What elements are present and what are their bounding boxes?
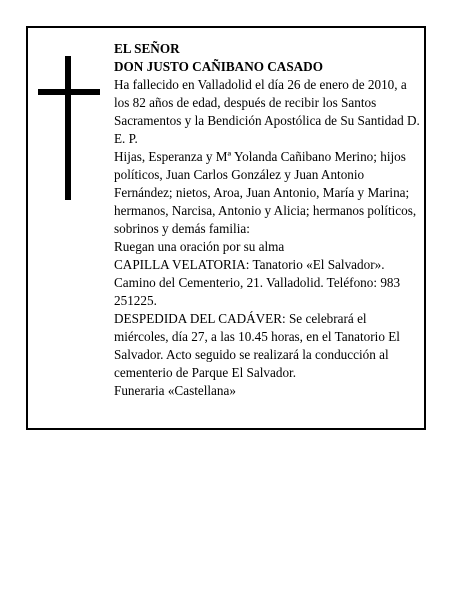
deceased-name: DON JUSTO CAÑIBANO CASADO xyxy=(114,59,323,74)
family-list: Hijas, Esperanza y Mª Yolanda Cañibano Merino; hijos políticos, Juan Carlos González y Juan Antonio Fernández; nietos, Aroa, Juan Antonio, María y Marina; hermanos, Narcisa, Antonio y Alicia; hermanos políticos, sobrinos y demás familia: xyxy=(114,149,417,236)
notice-text xyxy=(114,40,420,400)
cross-horizontal-bar xyxy=(38,89,100,95)
cross-vertical-bar xyxy=(65,56,71,200)
cross-icon xyxy=(38,56,100,200)
obituary-notice xyxy=(26,26,426,430)
funeral-home: Funeraria «Castellana» xyxy=(114,383,236,398)
death-announcement: Ha fallecido en Valladolid el día 26 de enero de 2010, a los 82 años de edad, después de recibir los Santos Sacramentos y la Bendición Apostólica de Su Santidad D. E. P. xyxy=(114,77,420,146)
notice-title-line1: EL SEÑOR xyxy=(114,41,180,56)
farewell-info: DESPEDIDA DEL CADÁVER: Se celebrará el miércoles, día 27, a las 10.45 horas, en el Tanatorio El Salvador. Acto seguido se realizará la conducción al cementerio de Parque El Salvador. xyxy=(114,311,400,380)
prayer-request: Ruegan una oración por su alma xyxy=(114,239,285,254)
chapel-info: CAPILLA VELATORIA: Tanatorio «El Salvador». Camino del Cementerio, 21. Valladolid. Teléfono: 983 251225. xyxy=(114,257,401,308)
